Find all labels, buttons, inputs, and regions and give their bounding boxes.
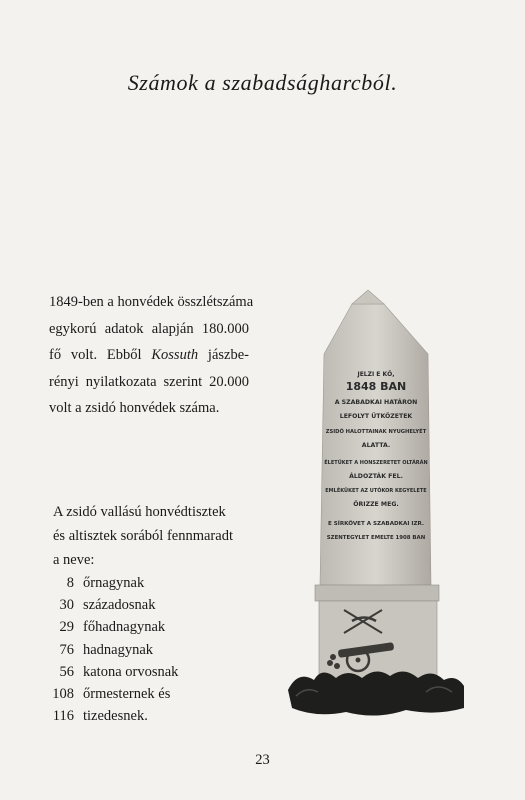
intro-line: és altisztek sorából fennmaradt (53, 528, 233, 544)
rank-count: 29 (59, 619, 74, 636)
inscription-line: SZENTEGYLET EMELTE 1908 BAN (326, 535, 426, 541)
inscription-line: A SZABADKAI HATÁRON (334, 399, 418, 406)
officers-intro (53, 500, 253, 572)
intro-line: A zsidó vallású honvédtisztek (53, 504, 226, 520)
rank-row (49, 572, 249, 594)
intro-paragraph (49, 289, 254, 422)
rank-label: főhadnagynak (83, 619, 166, 636)
inscription-line: LEFOLYT ÜTKÖZETEK (339, 413, 413, 420)
paragraph-text: fő volt. Ebből (49, 347, 152, 363)
rank-count: 116 (52, 708, 74, 725)
inscription-line: ZSIDÓ HALOTTAINAK NYUGHELYÉT (325, 429, 427, 435)
paragraph-line: egykorú adatok alapján 180.000 (49, 320, 249, 337)
kossuth-name: Kossuth (151, 347, 199, 363)
rank-row (49, 639, 249, 661)
inscription-line: 1848 BAN (345, 380, 407, 393)
obelisk-cap (315, 585, 439, 601)
rank-count: 56 (59, 663, 74, 680)
paragraph-text: jászbe- (198, 347, 249, 363)
paragraph-line: rényi nyilatkozata szerint 20.000 (49, 373, 249, 390)
intro-line: a neve: (53, 552, 95, 568)
inscription-line: ALATTA. (361, 442, 391, 449)
rank-row (49, 661, 249, 683)
rank-label: tizedesnek. (83, 708, 148, 725)
paragraph-line (49, 342, 249, 369)
inscription-line: JELZI E KŐ, (357, 371, 395, 378)
monument-photo (286, 278, 466, 723)
rank-label: hadnagynak (83, 641, 154, 658)
page-number: 23 (255, 752, 270, 768)
rank-row (49, 616, 249, 638)
rank-label: katona orvosnak (83, 663, 179, 680)
inscription-line: EMLÉKÜKET AZ UTÓKOR KEGYELETE (325, 488, 427, 494)
foliage-base (288, 671, 464, 715)
rank-label: századosnak (83, 597, 156, 614)
obelisk-tip (352, 290, 384, 304)
rank-count: 108 (52, 686, 74, 703)
rank-row (49, 705, 249, 727)
rank-count: 76 (59, 641, 74, 658)
paragraph-line: 1849-ben a honvédek összlétszáma (49, 294, 254, 310)
rank-label: őrnagynak (83, 575, 145, 591)
inscription-line: ÉLETÜKET A HONSZERETET OLTÁRÁN (324, 460, 428, 466)
inscription-line: E SÍRKÖVET A SZABADKAI IZR. (327, 521, 425, 527)
rank-count: 8 (66, 575, 74, 591)
inscription-line: ÁLDOZTÁK FEL. (349, 473, 403, 480)
rank-label: őrmesternek és (83, 686, 171, 703)
paragraph-line: volt a zsidó honvédek száma. (49, 400, 220, 416)
rank-row (49, 594, 249, 616)
rank-list (49, 572, 249, 727)
rank-row (49, 683, 249, 705)
rank-count: 30 (59, 597, 74, 614)
inscription-line: ŐRIZZE MEG. (353, 501, 399, 508)
page-title: Számok a szabadságharcból. (127, 70, 398, 95)
